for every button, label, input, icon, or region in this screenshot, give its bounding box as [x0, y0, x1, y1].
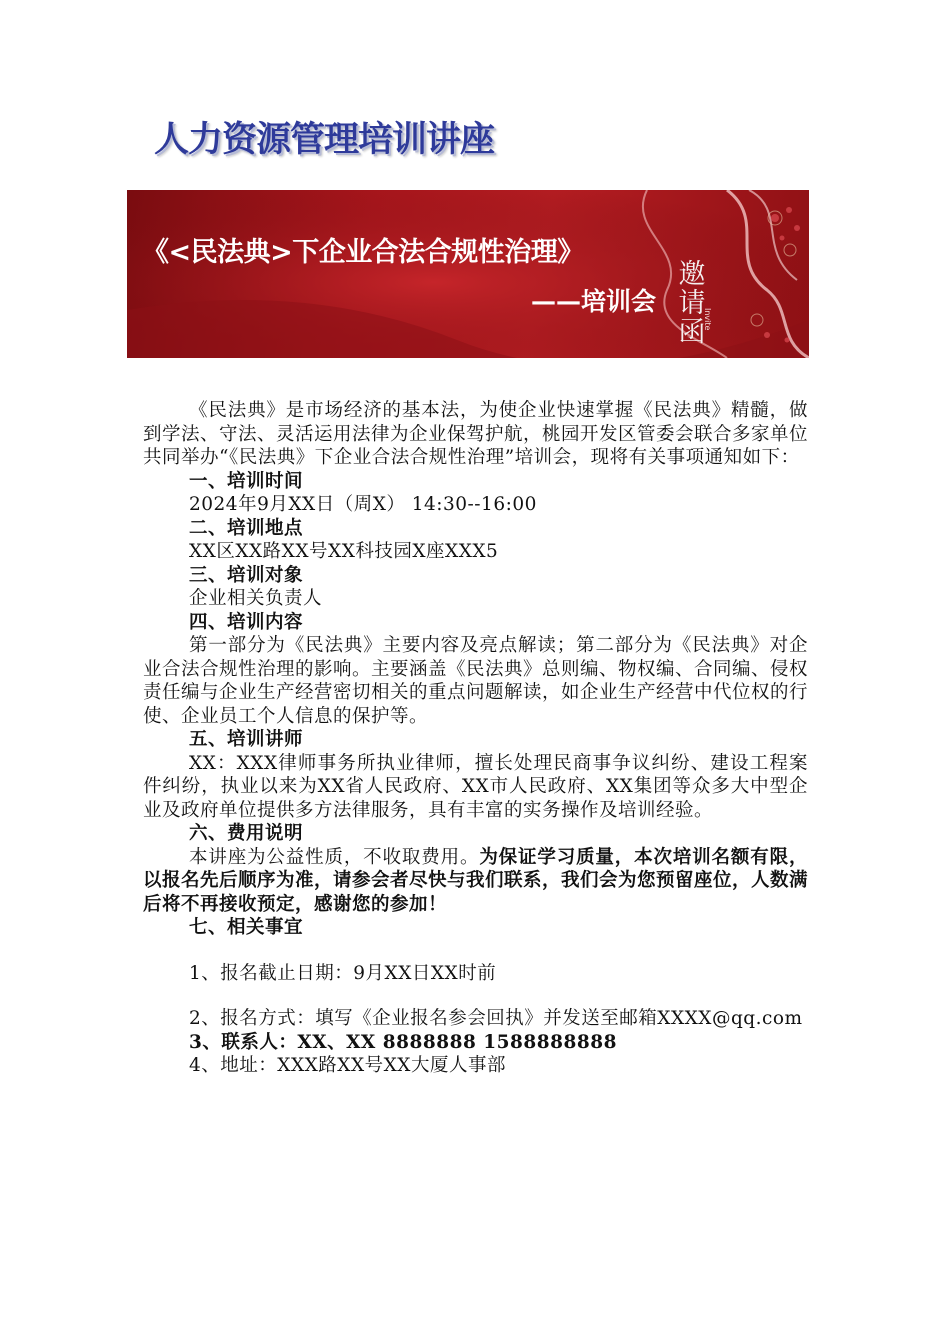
- fee-text-bold: 为保证学习质量，本次培训名额有限，以报名先后顺序为准，请参会者尽快与我们联系，我们会为您预留座位，人数满后将不再接收预定，感谢您的参加！: [143, 846, 809, 915]
- section-heading-time: 一、培训时间: [189, 470, 304, 492]
- section-heading-place: 二、培训地点: [189, 517, 304, 539]
- invite-letter-characters: [667, 260, 717, 347]
- matters-item-address: 4、地址：XXX路XX号XX大厦人事部: [189, 1055, 506, 1076]
- section-text-time: 2024年9月XX日（周X） 14:30--16:00: [189, 494, 537, 515]
- invite-char: 请: [678, 288, 706, 319]
- intro-paragraph: 《民法典》是市场经济的基本法，为使企业快速掌握《民法典》精髓，做到学法、守法、灵活运用法律为企业保驾护航，桃园开发区管委会联合多家单位共同举办“《民法典》下企业合法合规性治理”培训会，现将有关事项通知如下：: [143, 400, 809, 468]
- banner-title: 《<民法典>下企业合法合规性治理》: [142, 237, 584, 268]
- section-text-teacher: XX：XXX律师事务所执业律师，擅长处理民商事争议纠纷、建设工程案件纠纷，执业以来为XX省人民政府、XX市人民政府、XX集团等众多大中型企业及政府单位提供多方法律服务，具有丰富的实务操作及培训经验。: [143, 752, 808, 821]
- section-text-audience: 企业相关负责人: [189, 588, 323, 609]
- section-heading-teacher: 五、培训讲师: [189, 729, 304, 750]
- invite-char: 函: [678, 317, 706, 348]
- section-heading-fee: 六、费用说明: [189, 823, 304, 844]
- section-text-content: 第一部分为《民法典》主要内容及亮点解读；第二部分为《民法典》对企业合法合规性治理的影响。主要涵盖《民法典》总则编、物权编、合同编、侵权责任编与企业生产经营密切相关的重点问题解读，如企业生产经营中代位权的行使、企业员工个人信息的保护等。: [143, 635, 809, 727]
- banner-subtitle: ——培训会: [531, 287, 657, 316]
- invite-small-text: Invite: [703, 308, 712, 331]
- notice-body: [143, 399, 808, 1078]
- matters-item-contact: 3、联系人：XX、XX 8888888 1588888888: [189, 1031, 617, 1053]
- fee-text-normal: 本讲座为公益性质，不收取费用。: [189, 846, 480, 868]
- section-heading-matters: 七、相关事宜: [189, 917, 304, 938]
- matters-item-deadline: 1、报名截止日期：9月XX日XX时前: [189, 962, 497, 984]
- invitation-banner: [127, 190, 809, 358]
- matters-item-signup: 2、报名方式：填写《企业报名参会回执》并发送至邮箱XXXX@qq.com: [189, 1008, 803, 1029]
- page-title: 人力资源管理培训讲座: [154, 120, 495, 160]
- section-heading-audience: 三、培训对象: [189, 564, 304, 586]
- section-heading-content: 四、培训内容: [189, 611, 304, 633]
- invite-char: 邀: [678, 259, 706, 290]
- section-text-place: XX区XX路XX号XX科技园X座XXX5: [189, 541, 499, 562]
- section-text-fee: [143, 846, 808, 917]
